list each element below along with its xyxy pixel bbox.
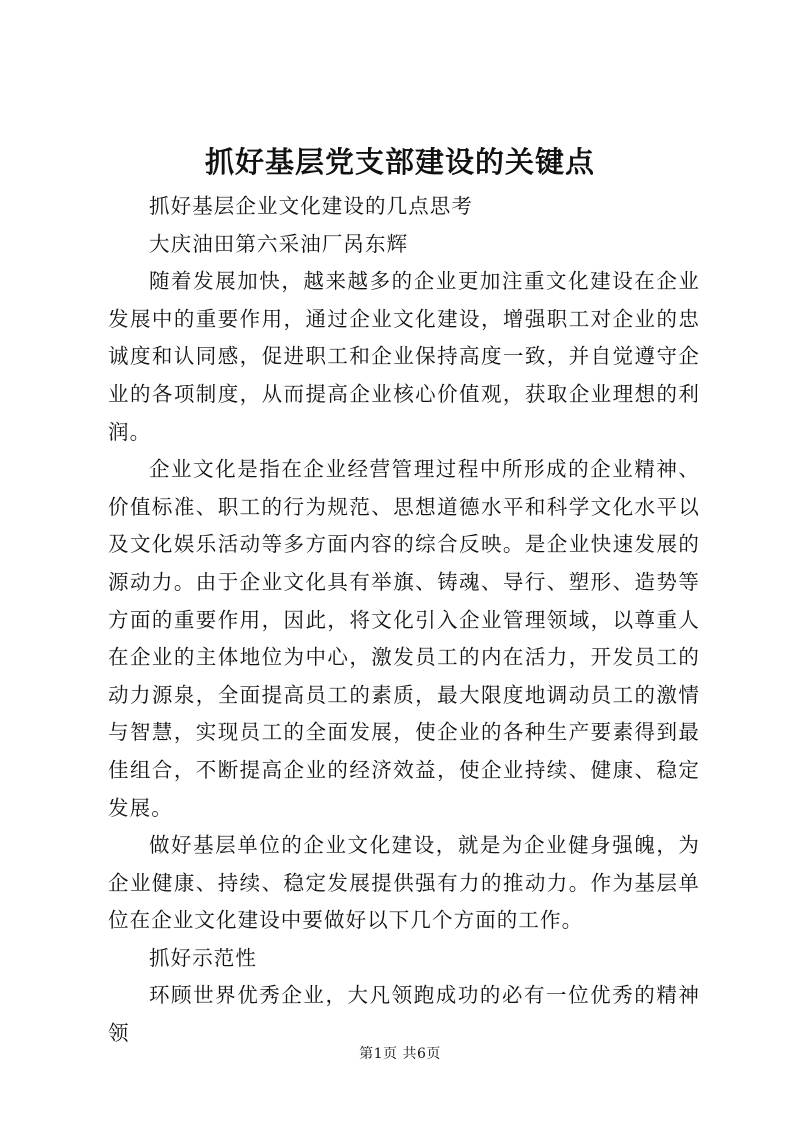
- section-heading: 抓好示范性: [149, 945, 257, 970]
- body-paragraph: 企业文化是指在企业经营管理过程中所形成的企业精神、价值标准、职工的行为规范、思想道德水平和科学文化水平以及文化娱乐活动等多方面内容的综合反映。是企业快速发展的源动力。由于企业文化具有举旗、铸魂、导行、塑形、造势等方面的重要作用，因此，将文化引入企业管理领域，以尊重人在企业的主体地位为中心，激发员工的内在活力，开发员工的动力源泉，全面提高员工的素质，最大限度地调动员工的激情与智慧，实现员工的全面发展，使企业的各种生产要素得到最佳组合，不断提高企业的经济效益，使企业持续、健康、稳定发展。: [108, 457, 700, 820]
- document-title: 抓好基层党支部建设的关键点: [204, 145, 595, 179]
- subtitle-paragraph: 抓好基层企业文化建设的几点思考: [149, 194, 473, 218]
- document-body: [108, 188, 700, 1053]
- body-paragraph: 随着发展加快，越来越多的企业更加注重文化建设在企业发展中的重要作用，通过企业文化建设，增强职工对企业的忠诚度和认同感，促进职工和企业保持高度一致，并自觉遵守企业的各项制度，从而提高企业核心价值观，获取企业理想的利润。: [108, 269, 700, 444]
- page-number-footer: 第1页 共6页: [359, 1046, 441, 1062]
- body-paragraph: 做好基层单位的企业文化建设，就是为企业健身强魄，为企业健康、持续、稳定发展提供强有力的推动力。作为基层单位在企业文化建设中要做好以下几个方面的工作。: [108, 833, 700, 933]
- body-paragraph: 环顾世界优秀企业，大凡领跑成功的必有一位优秀的精神领: [108, 983, 700, 1046]
- author-paragraph: 大庆油田第六采油厂呙东辉: [149, 231, 409, 256]
